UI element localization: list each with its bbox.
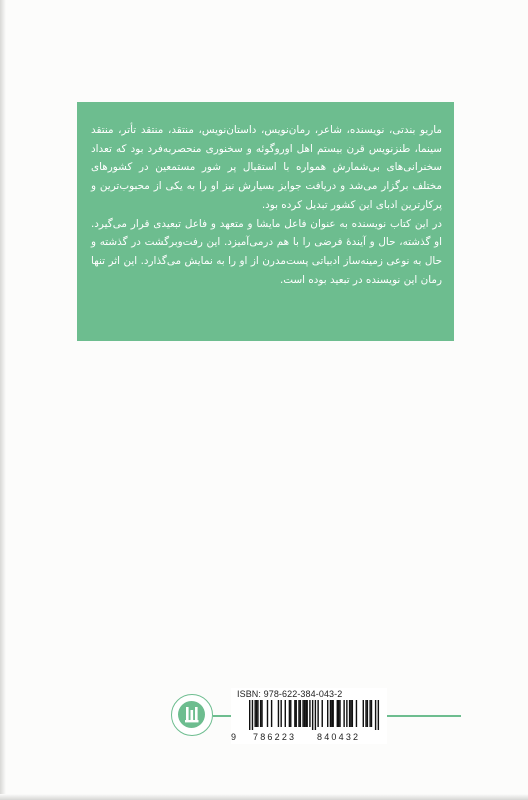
page-edge-shadow — [0, 0, 6, 800]
barcode-bar — [260, 700, 261, 727]
page-edge-shadow-bottom — [0, 794, 528, 800]
barcode-bar — [365, 700, 366, 727]
blurb-paragraph-1: ماریو بندتی، نویسنده، شاعر، رمان‌نویس، داستان‌نویس، منتقد، منتقد تأتر، منتقد سینما، طنزنویس قرن بیستم اهل اوروگوئه و سخنوری منحصربه‌فرد بود که تعداد سخنرانی‌های بی‌شمارش همواره با استقبال پر شور مستمعین در کشورهای مختلف برگزار می‌شد و دریافت جوایز بسیارش نیز او را به یکی از محبوب‌ترین و پرکارترین ادبای این کشور تبدیل کرده بود. — [91, 124, 442, 211]
barcode-bar — [298, 700, 299, 727]
publisher-logo-fill — [178, 701, 205, 728]
barcode-bar — [306, 700, 307, 727]
barcode-bar — [278, 700, 279, 727]
barcode-bar — [300, 700, 301, 727]
barcode-bar — [285, 700, 286, 727]
barcode-bar — [302, 700, 303, 727]
barcode-bar — [267, 700, 268, 727]
barcode-bar — [327, 700, 328, 727]
barcode-bar — [331, 700, 332, 727]
isbn-label: ISBN: 978-622-384-043-2 — [237, 689, 343, 699]
barcode-bar — [367, 700, 368, 727]
barcode-bar — [356, 700, 357, 727]
barcode-bar — [289, 700, 290, 727]
publisher-logo-mark — [178, 701, 205, 728]
barcode-bar — [350, 700, 351, 727]
barcode-bar — [332, 700, 333, 727]
barcode-bar — [312, 700, 313, 730]
barcode-bar — [290, 700, 291, 727]
barcode-bar — [309, 700, 310, 727]
barcode-bar — [371, 700, 372, 727]
barcode-bar — [261, 700, 262, 727]
barcode-digits-left: 786223 — [253, 732, 297, 742]
publisher-logo-icon — [171, 694, 213, 736]
barcode-bar — [280, 700, 281, 727]
barcode-bar — [254, 700, 255, 727]
isbn-barcode-block — [171, 688, 461, 744]
barcode-digit-first: 9 — [231, 732, 237, 742]
barcode-card — [231, 688, 387, 744]
barcode-bar — [339, 700, 340, 727]
barcode-bar — [317, 700, 318, 727]
barcode-bar — [378, 700, 379, 730]
barcode-bar — [338, 700, 339, 727]
barcode — [237, 700, 381, 730]
barcode-bar — [252, 700, 253, 730]
barcode-bar — [294, 700, 295, 727]
barcode-bar — [315, 700, 316, 730]
barcode-bar — [349, 700, 350, 727]
barcode-bar — [346, 700, 347, 727]
barcode-bar — [296, 700, 297, 727]
barcode-bar — [249, 700, 250, 730]
barcode-bar — [363, 700, 364, 727]
barcode-bar — [352, 700, 353, 727]
barcode-bar — [337, 700, 338, 727]
barcode-bar — [256, 700, 257, 727]
blurb-text — [91, 121, 442, 289]
blurb-panel — [77, 102, 454, 341]
barcode-bar — [322, 700, 323, 727]
blurb-paragraph-2: در این کتاب نویسنده به عنوان فاعل مایشا و متعهد و فاعل تبعیدی قرار می‌گیرد. او گذشته، حال و آیندهٔ فرضی را با هم درمی‌آمیزد. این رفت‌وبرگشت در گذشته و حال به نوعی زمینه‌ساز ادبیاتی پست‌مدرن از او را به نمایش می‌گذارد. این اثر تنها رمان این نویسنده در تبعید بوده است. — [91, 217, 442, 286]
barcode-bar — [375, 700, 376, 730]
barcode-bar — [330, 700, 331, 727]
barcode-digits-right: 840432 — [317, 732, 361, 742]
barcode-bar — [257, 700, 258, 727]
barcode-bar — [343, 700, 344, 727]
barcode-bar — [304, 700, 305, 727]
barcode-bar — [369, 700, 370, 727]
barcode-bar — [305, 700, 306, 727]
barcode-bar — [271, 700, 272, 727]
